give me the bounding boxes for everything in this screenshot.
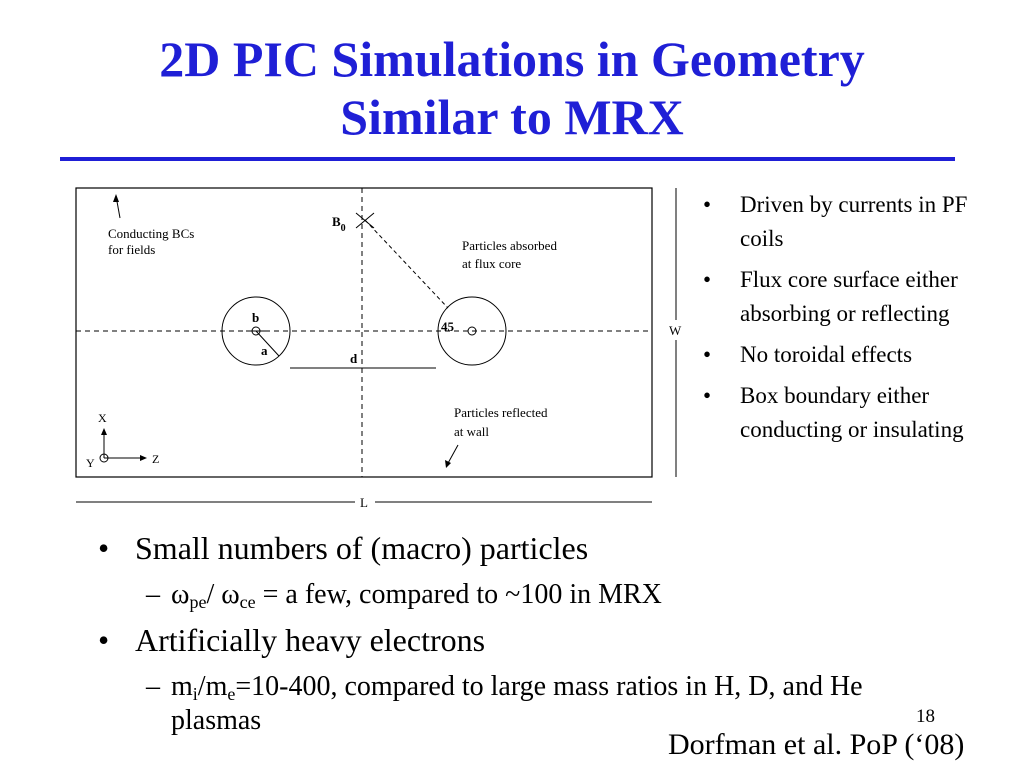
slide-title: [0, 30, 1024, 146]
label-b: b: [252, 310, 260, 325]
main-sub-bullet-2: – $m_i/m_e=10-400$, compared to large mass ratios in H, D, and He plasmas: [146, 671, 863, 736]
label-l: L: [360, 495, 368, 510]
side-bullet-1: • Driven by currents in PF coils: [700, 188, 1000, 256]
axis-z-arrowhead: [140, 455, 147, 461]
simulation-geometry-diagram: [70, 180, 690, 516]
main-bullet-1: • Small numbers of (macro) particles: [90, 528, 950, 568]
label-b0: $B_0$: [332, 214, 346, 234]
absorbed-label-line2: at flux core: [462, 256, 522, 271]
axis-y-label: Y: [86, 456, 95, 470]
axis-x-label: X: [98, 411, 107, 425]
side-bullet-4: • Box boundary either conducting or insulating: [700, 379, 1000, 447]
side-bullet-3: • No toroidal effects: [700, 338, 1000, 372]
title-underline: [60, 157, 955, 161]
for-fields-label: for fields: [108, 242, 156, 257]
dash-marker: –: [146, 579, 160, 610]
page-number: 18: [916, 706, 935, 727]
title-line-1: 2D PIC Simulations in Geometry: [159, 31, 865, 87]
reflected-arrowhead: [445, 460, 451, 468]
reflected-label-line1: Particles reflected: [454, 405, 548, 420]
axis-z-label: Z: [152, 452, 160, 466]
absorbed-label-line1: Particles absorbed: [462, 238, 557, 253]
side-bullet-list: [700, 188, 1000, 454]
axis-x-arrowhead: [101, 428, 107, 435]
citation: Dorfman et al. PoP (‘08): [668, 728, 965, 761]
reflected-label-line2: at wall: [454, 424, 490, 439]
main-sub-bullet-1: – $\omega_{pe}/$ $\omega_{ce} = a$ few, compared to ~100 in MRX: [146, 579, 662, 612]
label-w: W: [669, 323, 682, 338]
side-bullet-2: • Flux core surface either absorbing or reflecting: [700, 263, 1000, 331]
dash-marker: –: [146, 671, 160, 702]
main-bullet-list: [90, 528, 950, 746]
main-bullet-2: • Artificially heavy electrons: [90, 620, 950, 660]
label-d: d: [350, 351, 358, 366]
conducting-bcs-label: Conducting BCs: [108, 226, 195, 241]
radius-a-line: [256, 331, 279, 356]
label-45: 45: [441, 319, 454, 334]
label-a: a: [261, 343, 268, 358]
title-line-2: Similar to MRX: [340, 89, 684, 145]
conducting-bc-arrowhead: [113, 194, 119, 202]
diagonal-dashed-line: [365, 220, 448, 308]
